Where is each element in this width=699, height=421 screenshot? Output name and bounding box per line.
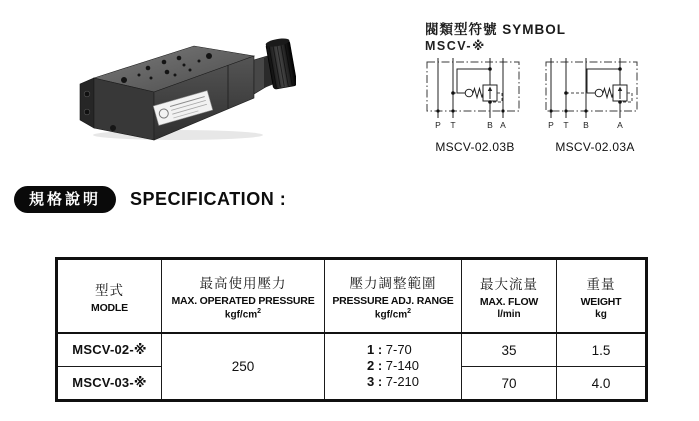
pressure-range-1: 1 : 7-70 [366,342,412,357]
weight-cell: 4.0 [557,367,647,401]
pressure-range-cell [325,333,462,401]
port-label-t: T [450,120,456,130]
header-weight-unit: kg [595,308,607,320]
port-label-t: T [563,120,569,130]
header-max-flow-unit: l/min [497,308,521,320]
header-pressure-range [325,259,462,334]
diagram-caption-a: MSCV-02.03A [555,140,635,154]
header-max-pressure-en: MAX. OPERATED PRESSURE [171,294,315,307]
header-max-flow-zh: 最大流量 [480,276,538,292]
header-pressure-range-unit: kgf/$cm^2$ [374,307,412,321]
header-weight [557,259,647,334]
table-row-mscv-02 [57,333,647,367]
hydraulic-symbol-mscv-a [544,56,644,134]
header-model [57,259,162,334]
specification-table [55,257,648,402]
port-label-a: A [500,120,506,130]
header-max-pressure-zh: 最高使用壓力 [199,275,287,291]
model-cell: MSCV-02-※ [57,333,162,367]
spring-icon [473,89,483,98]
pressure-range-3: 3 : 7-210 [366,374,420,389]
header-pressure-range-en: PRESSURE ADJ. RANGE [332,294,454,307]
spring-icon [603,89,613,98]
weight-cell: 1.5 [557,333,647,367]
max-pressure-cell: 250 [162,333,325,401]
header-max-flow-en: MAX. FLOW [479,295,539,308]
header-weight-zh: 重量 [586,276,616,292]
header-weight-en: WEIGHT [580,295,622,308]
port-label-p: P [435,120,441,130]
product-photo [78,28,296,146]
port-label-a: A [617,120,623,130]
hydraulic-symbol-mscv-b [424,56,524,134]
max-flow-cell: 35 [462,333,557,367]
spec-badge: 規格說明 [14,186,116,213]
specification-heading-row [14,186,286,213]
symbol-model-code: MSCV-※ [425,39,486,53]
pressure-range-2: 2 : 7-140 [366,358,420,373]
check-valve-icon [595,89,603,97]
header-max-flow [462,259,557,334]
check-valve-icon [465,89,473,97]
port-label-b: B [583,120,589,130]
port-label-p: P [548,120,554,130]
header-max-pressure-unit: kgf/$cm^2$ [224,307,262,321]
model-cell: MSCV-03-※ [57,367,162,401]
header-pressure-range-zh: 壓力調整範圍 [349,275,437,291]
port-label-b: B [487,120,493,130]
valve-left-cap [80,78,94,128]
valve-photo-illustration [78,28,296,146]
header-max-pressure [162,259,325,334]
spec-heading: SPECIFICATION : [130,189,287,209]
max-flow-cell: 70 [462,367,557,401]
symbol-title-zh: 閥類型符號 [425,22,498,37]
header-model-en: MODLE [91,301,128,314]
symbol-title-en: SYMBOL [502,22,567,37]
header-model-zh: 型式 [95,282,124,298]
symbol-section-title [425,18,566,38]
diagram-caption-b: MSCV-02.03B [435,140,515,154]
table-header-row [57,259,647,334]
